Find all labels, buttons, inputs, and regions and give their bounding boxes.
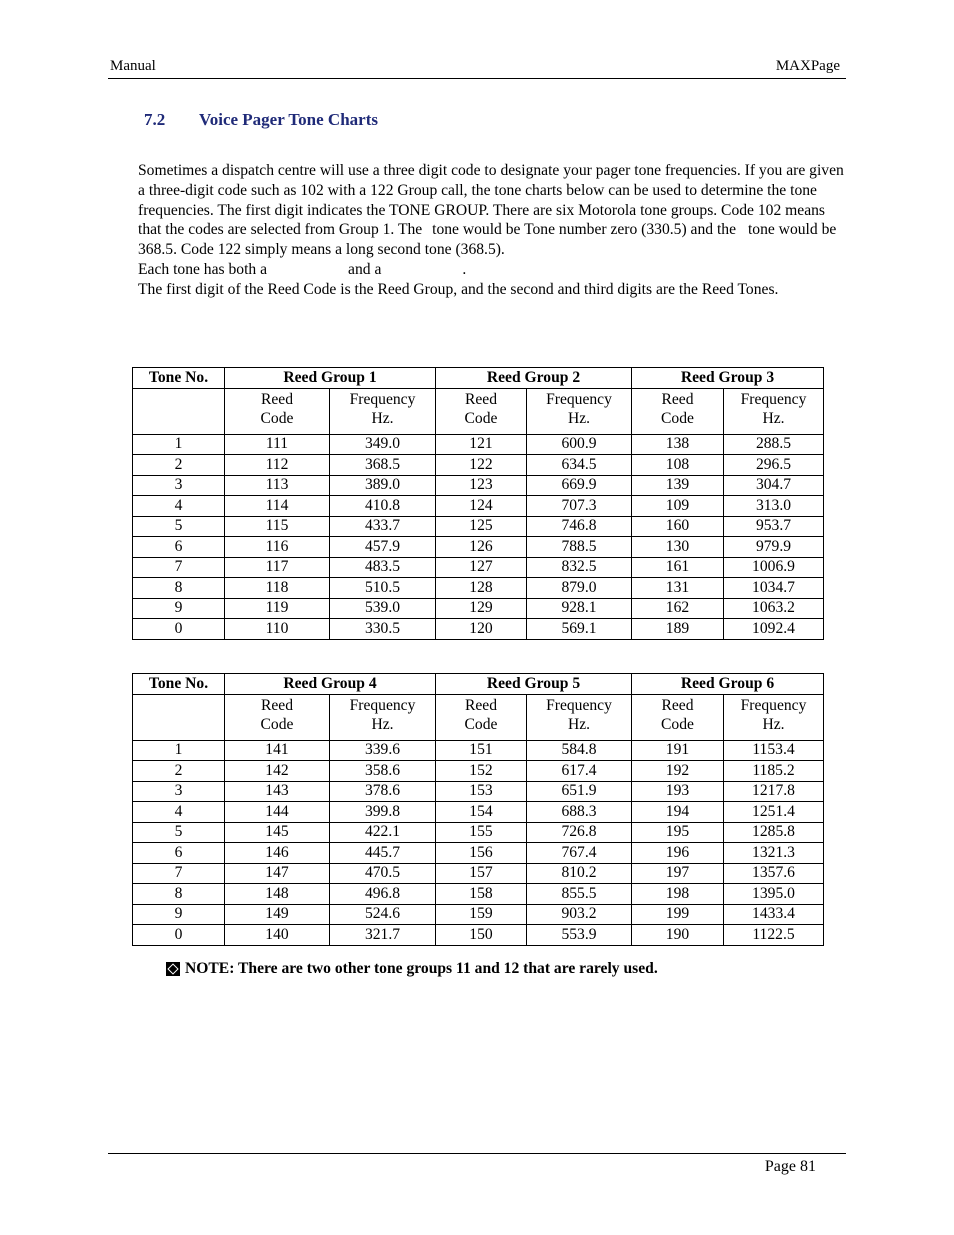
reed-code-cell: 139: [632, 475, 724, 496]
table-row: [133, 802, 824, 823]
reed-code-cell: 159: [436, 904, 527, 925]
first-digit-line: The first digit of the Reed Code is the Reed Group, and the second and third digits are the Reed Tones.: [138, 280, 779, 298]
reed-code-cell: 193: [632, 781, 724, 802]
tone-number-cell: 8: [133, 884, 225, 905]
reed-code-cell: 157: [436, 863, 527, 884]
frequency-cell: 669.9: [527, 475, 632, 496]
frequency-cell: 399.8: [330, 802, 436, 823]
frequency-cell: 855.5: [527, 884, 632, 905]
reed-code-cell: 143: [225, 781, 330, 802]
table-row: [133, 781, 824, 802]
reed-code-cell: 189: [632, 619, 724, 640]
frequency-cell: 688.3: [527, 802, 632, 823]
tone-number-cell: 6: [133, 537, 225, 558]
frequency-cell: 928.1: [527, 598, 632, 619]
frequency-cell: 767.4: [527, 843, 632, 864]
reed-code-cell: 127: [436, 557, 527, 578]
tone-number-cell: 2: [133, 761, 225, 782]
empty-header-cell: [133, 388, 225, 434]
frequency-cell: 433.7: [330, 516, 436, 537]
frequency-cell: 296.5: [724, 455, 824, 476]
tone-number-cell: 7: [133, 557, 225, 578]
frequency-cell: 903.2: [527, 904, 632, 925]
reed-code-cell: 110: [225, 619, 330, 640]
frequency-cell: 339.6: [330, 740, 436, 761]
frequency-cell: 879.0: [527, 578, 632, 599]
intro-text: [138, 161, 850, 300]
reed-code-cell: 120: [436, 619, 527, 640]
reed-code-cell: 131: [632, 578, 724, 599]
frequency-header: Frequency Hz.: [724, 694, 824, 740]
reed-code-cell: 138: [632, 434, 724, 455]
frequency-header: Frequency Hz.: [527, 388, 632, 434]
reed-code-cell: 199: [632, 904, 724, 925]
frequency-header: Frequency Hz.: [330, 388, 436, 434]
tone-number-cell: 4: [133, 802, 225, 823]
tone-number-cell: 5: [133, 822, 225, 843]
page-number: Page 81: [764, 1158, 816, 1175]
reed-code-cell: 121: [436, 434, 527, 455]
frequency-cell: 1395.0: [724, 884, 824, 905]
frequency-cell: 422.1: [330, 822, 436, 843]
frequency-cell: 445.7: [330, 843, 436, 864]
tone-table-1: [132, 367, 824, 640]
frequency-cell: 746.8: [527, 516, 632, 537]
section-number: 7.2: [144, 110, 166, 129]
tone-number-cell: 4: [133, 496, 225, 517]
frequency-cell: 410.8: [330, 496, 436, 517]
reed-code-cell: 115: [225, 516, 330, 537]
reed-code-cell: 145: [225, 822, 330, 843]
frequency-cell: 321.7: [330, 925, 436, 946]
frequency-cell: 1006.9: [724, 557, 824, 578]
table-row: [133, 496, 824, 517]
table-row: [133, 863, 824, 884]
frequency-cell: 788.5: [527, 537, 632, 558]
reed-code-cell: 119: [225, 598, 330, 619]
tone-no-header: Tone No.: [133, 674, 225, 695]
reed-code-cell: 198: [632, 884, 724, 905]
frequency-header: Frequency Hz.: [330, 694, 436, 740]
tone-no-header: Tone No.: [133, 368, 225, 389]
group-header: Reed Group 2: [436, 368, 632, 389]
reed-code-cell: 142: [225, 761, 330, 782]
frequency-cell: 313.0: [724, 496, 824, 517]
reed-code-cell: 155: [436, 822, 527, 843]
frequency-cell: 1185.2: [724, 761, 824, 782]
note-icon: [166, 962, 180, 976]
reed-code-header: Reed Code: [225, 388, 330, 434]
table-row: [133, 516, 824, 537]
reed-code-cell: 156: [436, 843, 527, 864]
intro-sentence-2: tone would be Tone number zero (330.5) and the: [432, 221, 737, 239]
reed-code-cell: 112: [225, 455, 330, 476]
table-row: [133, 537, 824, 558]
table-row: [133, 740, 824, 761]
reed-code-cell: 129: [436, 598, 527, 619]
tone-number-cell: 1: [133, 434, 225, 455]
reed-code-cell: 118: [225, 578, 330, 599]
reed-code-cell: 147: [225, 863, 330, 884]
reed-code-cell: 191: [632, 740, 724, 761]
tone-number-cell: 9: [133, 598, 225, 619]
frequency-cell: 496.8: [330, 884, 436, 905]
reed-code-header: Reed Code: [436, 388, 527, 434]
table-row: [133, 557, 824, 578]
frequency-cell: 569.1: [527, 619, 632, 640]
frequency-cell: 1321.3: [724, 843, 824, 864]
reed-code-cell: 108: [632, 455, 724, 476]
frequency-cell: 470.5: [330, 863, 436, 884]
frequency-cell: 358.6: [330, 761, 436, 782]
tone-number-cell: 3: [133, 781, 225, 802]
reed-code-cell: 114: [225, 496, 330, 517]
table-row: [133, 455, 824, 476]
table-row: [133, 925, 824, 946]
reed-code-cell: 125: [436, 516, 527, 537]
group-header: Reed Group 6: [632, 674, 824, 695]
each-tone-b: and a: [348, 260, 382, 278]
table-row: [133, 884, 824, 905]
frequency-cell: 389.0: [330, 475, 436, 496]
header-left: Manual: [110, 58, 156, 74]
tone-number-cell: 1: [133, 740, 225, 761]
frequency-cell: 378.6: [330, 781, 436, 802]
reed-code-cell: 192: [632, 761, 724, 782]
reed-code-cell: 146: [225, 843, 330, 864]
header-rule: [108, 78, 846, 79]
tone-number-cell: 8: [133, 578, 225, 599]
frequency-cell: 457.9: [330, 537, 436, 558]
frequency-cell: 349.0: [330, 434, 436, 455]
section-title: Voice Pager Tone Charts: [199, 110, 378, 129]
header-right: MAXPage: [775, 58, 840, 74]
table-row: [133, 904, 824, 925]
tone-table-2: [132, 673, 824, 946]
frequency-cell: 1153.4: [724, 740, 824, 761]
reed-code-cell: 123: [436, 475, 527, 496]
intro-paragraph: [138, 161, 850, 260]
tone-number-cell: 7: [133, 863, 225, 884]
frequency-cell: 1433.4: [724, 904, 824, 925]
reed-code-cell: 116: [225, 537, 330, 558]
frequency-cell: 1357.6: [724, 863, 824, 884]
frequency-cell: 979.9: [724, 537, 824, 558]
tone-number-cell: 5: [133, 516, 225, 537]
frequency-cell: 524.6: [330, 904, 436, 925]
each-tone-line: [138, 260, 850, 280]
frequency-cell: 1217.8: [724, 781, 824, 802]
frequency-cell: 832.5: [527, 557, 632, 578]
section-heading: [144, 110, 378, 130]
group-header: Reed Group 1: [225, 368, 436, 389]
reed-code-cell: 113: [225, 475, 330, 496]
each-tone-a: Each tone has both a: [138, 260, 268, 278]
tone-number-cell: 0: [133, 619, 225, 640]
reed-code-cell: 152: [436, 761, 527, 782]
reed-code-cell: 150: [436, 925, 527, 946]
tone-number-cell: 3: [133, 475, 225, 496]
reed-code-cell: 144: [225, 802, 330, 823]
reed-code-cell: 151: [436, 740, 527, 761]
frequency-cell: 651.9: [527, 781, 632, 802]
frequency-cell: 1063.2: [724, 598, 824, 619]
intro-sentence-3: tone would be 368.5. Code 122 simply means a long second tone (368.5).: [138, 221, 837, 259]
frequency-cell: 1034.7: [724, 578, 824, 599]
tone-number-cell: 0: [133, 925, 225, 946]
frequency-cell: 726.8: [527, 822, 632, 843]
group-header: Reed Group 4: [225, 674, 436, 695]
frequency-header: Frequency Hz.: [527, 694, 632, 740]
table-row: [133, 761, 824, 782]
reed-code-cell: 140: [225, 925, 330, 946]
reed-code-cell: 158: [436, 884, 527, 905]
note: [166, 960, 658, 978]
reed-code-cell: 117: [225, 557, 330, 578]
reed-code-cell: 194: [632, 802, 724, 823]
reed-code-cell: 124: [436, 496, 527, 517]
frequency-cell: 1251.4: [724, 802, 824, 823]
reed-code-cell: 109: [632, 496, 724, 517]
frequency-cell: 1122.5: [724, 925, 824, 946]
reed-code-cell: 122: [436, 455, 527, 476]
each-tone-c: .: [462, 260, 467, 278]
frequency-cell: 600.9: [527, 434, 632, 455]
reed-code-cell: 160: [632, 516, 724, 537]
table-row: [133, 578, 824, 599]
reed-code-cell: 190: [632, 925, 724, 946]
reed-code-cell: 195: [632, 822, 724, 843]
reed-code-cell: 141: [225, 740, 330, 761]
frequency-cell: 330.5: [330, 619, 436, 640]
table-row: [133, 598, 824, 619]
frequency-cell: 584.8: [527, 740, 632, 761]
frequency-cell: 1092.4: [724, 619, 824, 640]
frequency-cell: 483.5: [330, 557, 436, 578]
table-row: [133, 843, 824, 864]
footer-rule: [108, 1153, 846, 1154]
frequency-header: Frequency Hz.: [724, 388, 824, 434]
frequency-cell: 368.5: [330, 455, 436, 476]
frequency-cell: 707.3: [527, 496, 632, 517]
frequency-cell: 1285.8: [724, 822, 824, 843]
frequency-cell: 617.4: [527, 761, 632, 782]
group-header: Reed Group 5: [436, 674, 632, 695]
reed-code-cell: 149: [225, 904, 330, 925]
frequency-cell: 304.7: [724, 475, 824, 496]
frequency-cell: 539.0: [330, 598, 436, 619]
reed-code-cell: 128: [436, 578, 527, 599]
reed-code-header: Reed Code: [632, 694, 724, 740]
note-text: NOTE: There are two other tone groups 11 and 12 that are rarely used.: [185, 960, 658, 977]
reed-code-cell: 162: [632, 598, 724, 619]
reed-code-header: Reed Code: [225, 694, 330, 740]
reed-code-header: Reed Code: [632, 388, 724, 434]
reed-code-header: Reed Code: [436, 694, 527, 740]
empty-header-cell: [133, 694, 225, 740]
frequency-cell: 953.7: [724, 516, 824, 537]
table-row: [133, 475, 824, 496]
frequency-cell: 288.5: [724, 434, 824, 455]
group-header: Reed Group 3: [632, 368, 824, 389]
frequency-cell: 553.9: [527, 925, 632, 946]
reed-code-cell: 126: [436, 537, 527, 558]
table-row: [133, 434, 824, 455]
table-row: [133, 619, 824, 640]
reed-code-cell: 196: [632, 843, 724, 864]
tone-number-cell: 9: [133, 904, 225, 925]
tone-number-cell: 6: [133, 843, 225, 864]
reed-code-cell: 153: [436, 781, 527, 802]
tone-number-cell: 2: [133, 455, 225, 476]
reed-code-cell: 111: [225, 434, 330, 455]
frequency-cell: 510.5: [330, 578, 436, 599]
reed-code-cell: 161: [632, 557, 724, 578]
frequency-cell: 810.2: [527, 863, 632, 884]
reed-code-cell: 148: [225, 884, 330, 905]
reed-code-cell: 197: [632, 863, 724, 884]
frequency-cell: 634.5: [527, 455, 632, 476]
table-row: [133, 822, 824, 843]
intro-sentence-1: Sometimes a dispatch centre will use a three digit code to designate your pager tone frequencies. If you are given a three-digit code such as 102 with a 122 Group call, the tone charts below can be used to determine the tone frequencies. The first digit indicates the TONE GROUP. There are six Motorola tone groups. Code 102 means that the codes are selected from Group 1. The: [138, 162, 844, 239]
reed-code-cell: 154: [436, 802, 527, 823]
reed-code-cell: 130: [632, 537, 724, 558]
